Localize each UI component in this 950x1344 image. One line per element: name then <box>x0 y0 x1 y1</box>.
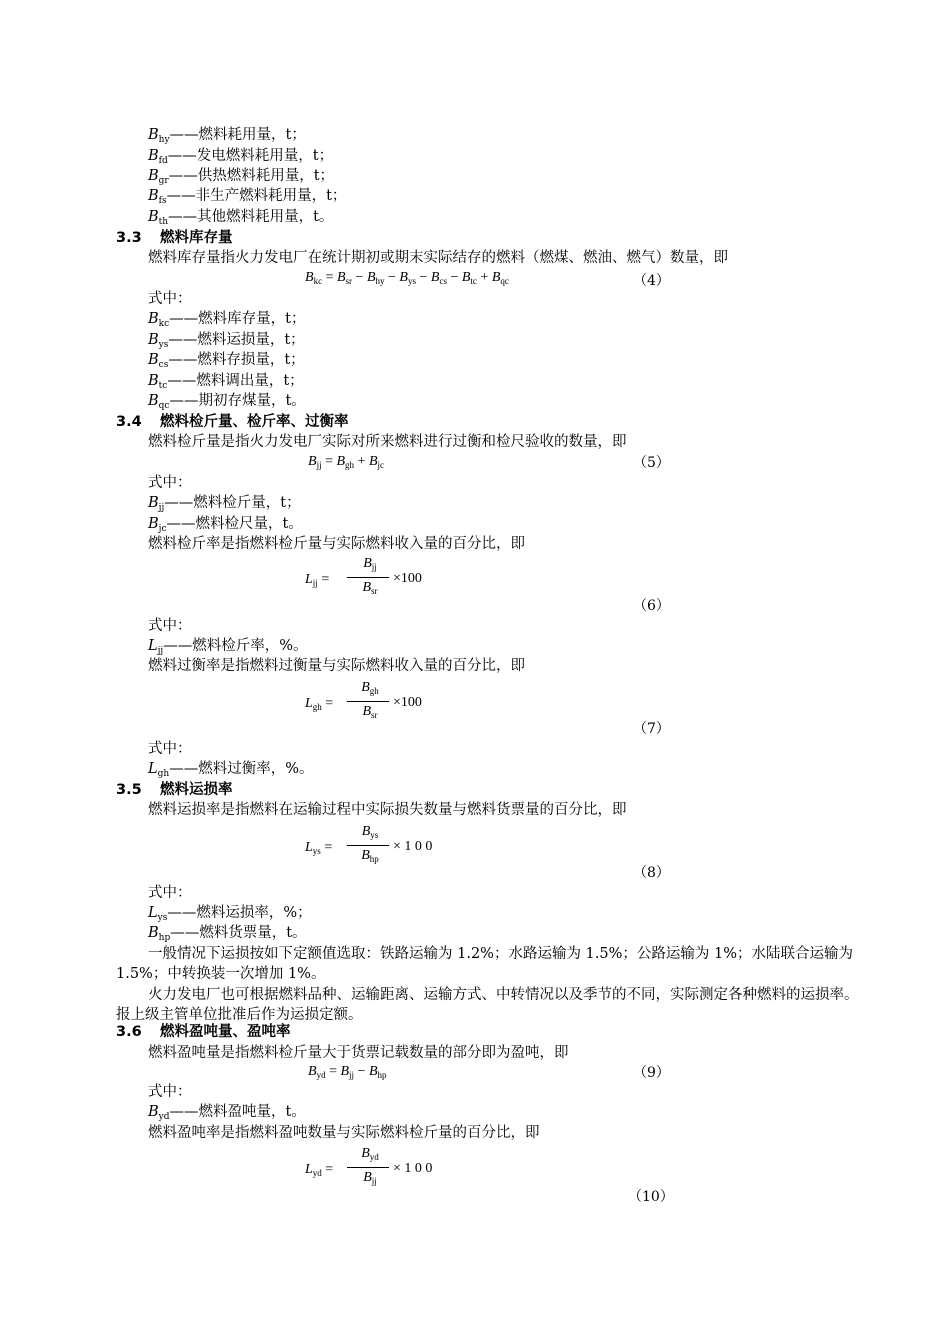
equation-7: $L_{gh}$ = $B_{gh}$ $B_{sr}$ ×100 <box>305 680 422 720</box>
equation-6: $L_{jj}$ = $B_{jj}$ $B_{sr}$ ×100 <box>305 556 422 596</box>
paragraph: 燃料盈吨量是指燃料检斤量大于货票记载数量的部分即为盈吨，即 <box>148 1045 569 1061</box>
def-b-hy: $B_{hy}——$燃料耗用量，t； <box>148 127 306 145</box>
where-label: 式中： <box>148 741 192 757</box>
equation-5: $B_{jj} = B_{gh} + B_{jc}$ <box>308 454 385 470</box>
def-l-ys: $L_{ys}——$燃料运损率，%； <box>148 905 312 923</box>
fraction-bar <box>347 577 389 578</box>
fraction-bar <box>347 1167 389 1168</box>
def-l-gh: $L_{gh}——$燃料过衡率，%。 <box>148 761 314 779</box>
paragraph: 燃料运损率是指燃料在运输过程中实际损失数量与燃料货票量的百分比，即 <box>148 802 627 818</box>
equation-number-5: （5） <box>633 455 670 471</box>
equation-number-6: （6） <box>633 598 670 614</box>
section-heading-3-6: 3.6 燃料盈吨量、盈吨率 <box>116 1024 291 1040</box>
def-b-th: $B_{th}——$其他燃料耗用量，t。 <box>148 209 334 227</box>
equation-number-10: （10） <box>628 1189 674 1205</box>
where-label: 式中： <box>148 885 192 901</box>
where-label: 式中： <box>148 291 192 307</box>
def-b-tc: $B_{tc}——$燃料调出量，t； <box>148 373 304 391</box>
paragraph: 燃料检斤率是指燃料检斤量与实际燃料收入量的百分比，即 <box>148 536 525 552</box>
def-b-ys: $B_{ys}——$燃料运损量，t； <box>148 332 305 350</box>
where-label: 式中： <box>148 475 192 491</box>
def-b-jj: $B_{jj}——$燃料检斤量，t； <box>148 495 301 513</box>
def-b-gr: $B_{gr}——$供热燃料耗用量，t； <box>148 168 335 186</box>
equation-number-7: （7） <box>633 721 670 737</box>
section-heading-3-3: 3.3 燃料库存量 <box>116 230 233 246</box>
paragraph: 燃料过衡率是指燃料过衡量与实际燃料收入量的百分比，即 <box>148 658 525 674</box>
def-b-jc: $B_{jc}——$燃料检尺量，t。 <box>148 516 303 534</box>
paragraph: 火力发电厂也可根据燃料品种、运输距离、运输方式、中转情况以及季节的不同，实际测定各种燃料的运损率。报上级主管单位批准后作为运损定额。 <box>116 987 859 1023</box>
equation-8: $L_{ys}$ = $B_{ys}$ $B_{hp}$ × 1 0 0 <box>305 824 433 864</box>
equation-4: $B_{kc} = B_{sr} - B_{hy} - B_{ys} - B_{cs} - B_{tc} + B_{qc}$ <box>305 270 509 286</box>
def-b-hp: $B_{hp}——$燃料货票量，t。 <box>148 925 307 943</box>
def-b-yd: $B_{yd}——$燃料盈吨量，t。 <box>148 1104 306 1122</box>
def-b-qc: $B_{qc}——$期初存煤量，t。 <box>148 393 306 411</box>
section-heading-3-5: 3.5 燃料运损率 <box>116 782 233 798</box>
equation-number-8: （8） <box>633 865 670 881</box>
paragraph: 一般情况下运损按如下定额值选取：铁路运输为 1.2%；水路运输为 1.5%；公路运输为 1%；水陆联合运输为 1.5%；中转换装一次增加 1%。 <box>116 946 854 982</box>
def-b-kc: $B_{kc}——$燃料库存量，t； <box>148 311 306 329</box>
equation-number-9: （9） <box>633 1065 670 1081</box>
section-heading-3-4: 3.4 燃料检斤量、检斤率、过衡率 <box>116 414 349 430</box>
def-b-fs: $B_{fs}——$非生产燃料耗用量，t； <box>148 188 347 206</box>
paragraph: 燃料检斤量是指火力发电厂实际对所来燃料进行过衡和检尺验收的数量，即 <box>148 434 627 450</box>
equation-number-4: （4） <box>633 273 670 289</box>
where-label: 式中： <box>148 1084 192 1100</box>
equation-9: $B_{yd} = B_{jj} - B_{hp}$ <box>308 1064 387 1080</box>
paragraph: 燃料盈吨率是指燃料盈吨数量与实际燃料检斤量的百分比，即 <box>148 1125 540 1141</box>
def-b-cs: $B_{cs}——$燃料存损量，t； <box>148 352 305 370</box>
equation-10: $L_{yd}$ = $B_{yd}$ $B_{jj}$ × 1 0 0 <box>305 1146 433 1186</box>
def-l-jj: $L_{jj}——$燃料检斤率，%。 <box>148 638 308 656</box>
def-b-fd: $B_{fd}——$发电燃料耗用量，t； <box>148 148 334 166</box>
paragraph: 燃料库存量指火力发电厂在统计期初或期末实际结存的燃料（燃煤、燃油、燃气）数量，即 <box>148 250 728 266</box>
where-label: 式中： <box>148 618 192 634</box>
fraction-bar <box>347 701 389 702</box>
fraction-bar <box>347 845 389 846</box>
